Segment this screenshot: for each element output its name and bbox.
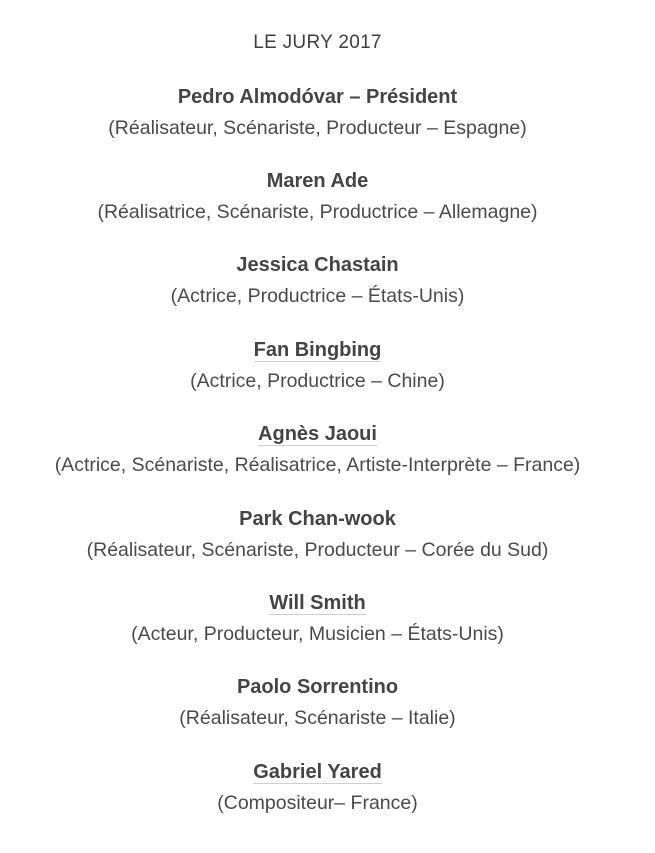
member-name[interactable]: Agnès Jaoui [258,423,377,445]
member-name[interactable]: Fan Bingbing [253,339,382,361]
member-role: (Acteur, Producteur, Musicien – États-Unis) [131,623,504,645]
member-name: Jessica Chastain [236,254,399,276]
member-name: Park Chan-wook [239,508,396,530]
member-role: (Compositeur– France) [217,792,418,814]
member-name-link[interactable] [0,760,635,784]
member-role: (Réalisateur, Scénariste – Italie) [179,707,456,729]
member-name: Paolo Sorrentino [236,676,399,698]
member-role: (Actrice, Productrice – Chine) [190,370,445,392]
jury-member [0,591,635,646]
jury-member [0,169,635,224]
jury-member [0,338,635,393]
jury-member [0,422,635,477]
jury-member [0,253,635,308]
member-role: (Réalisatrice, Scénariste, Productrice – Allemagne) [97,201,538,223]
member-name: Pedro Almodóvar – Président [177,86,458,108]
member-role: (Actrice, Productrice – États-Unis) [170,285,465,307]
member-name: Maren Ade [266,170,369,192]
member-name-link[interactable] [0,422,635,446]
jury-member [0,760,635,815]
member-name[interactable]: Gabriel Yared [253,761,382,783]
jury-member [0,507,635,562]
jury-member [0,85,635,140]
member-role: (Actrice, Scénariste, Réalisatrice, Artiste-Interprète – France) [54,454,581,476]
member-name[interactable]: Will Smith [269,592,366,614]
member-role: (Réalisateur, Scénariste, Producteur – Espagne) [108,117,527,139]
page-title: LE JURY 2017 [253,32,382,53]
jury-member [0,675,635,730]
member-role: (Réalisateur, Scénariste, Producteur – Corée du Sud) [86,539,549,561]
member-name-link[interactable] [0,591,635,615]
member-name-link[interactable] [0,338,635,362]
